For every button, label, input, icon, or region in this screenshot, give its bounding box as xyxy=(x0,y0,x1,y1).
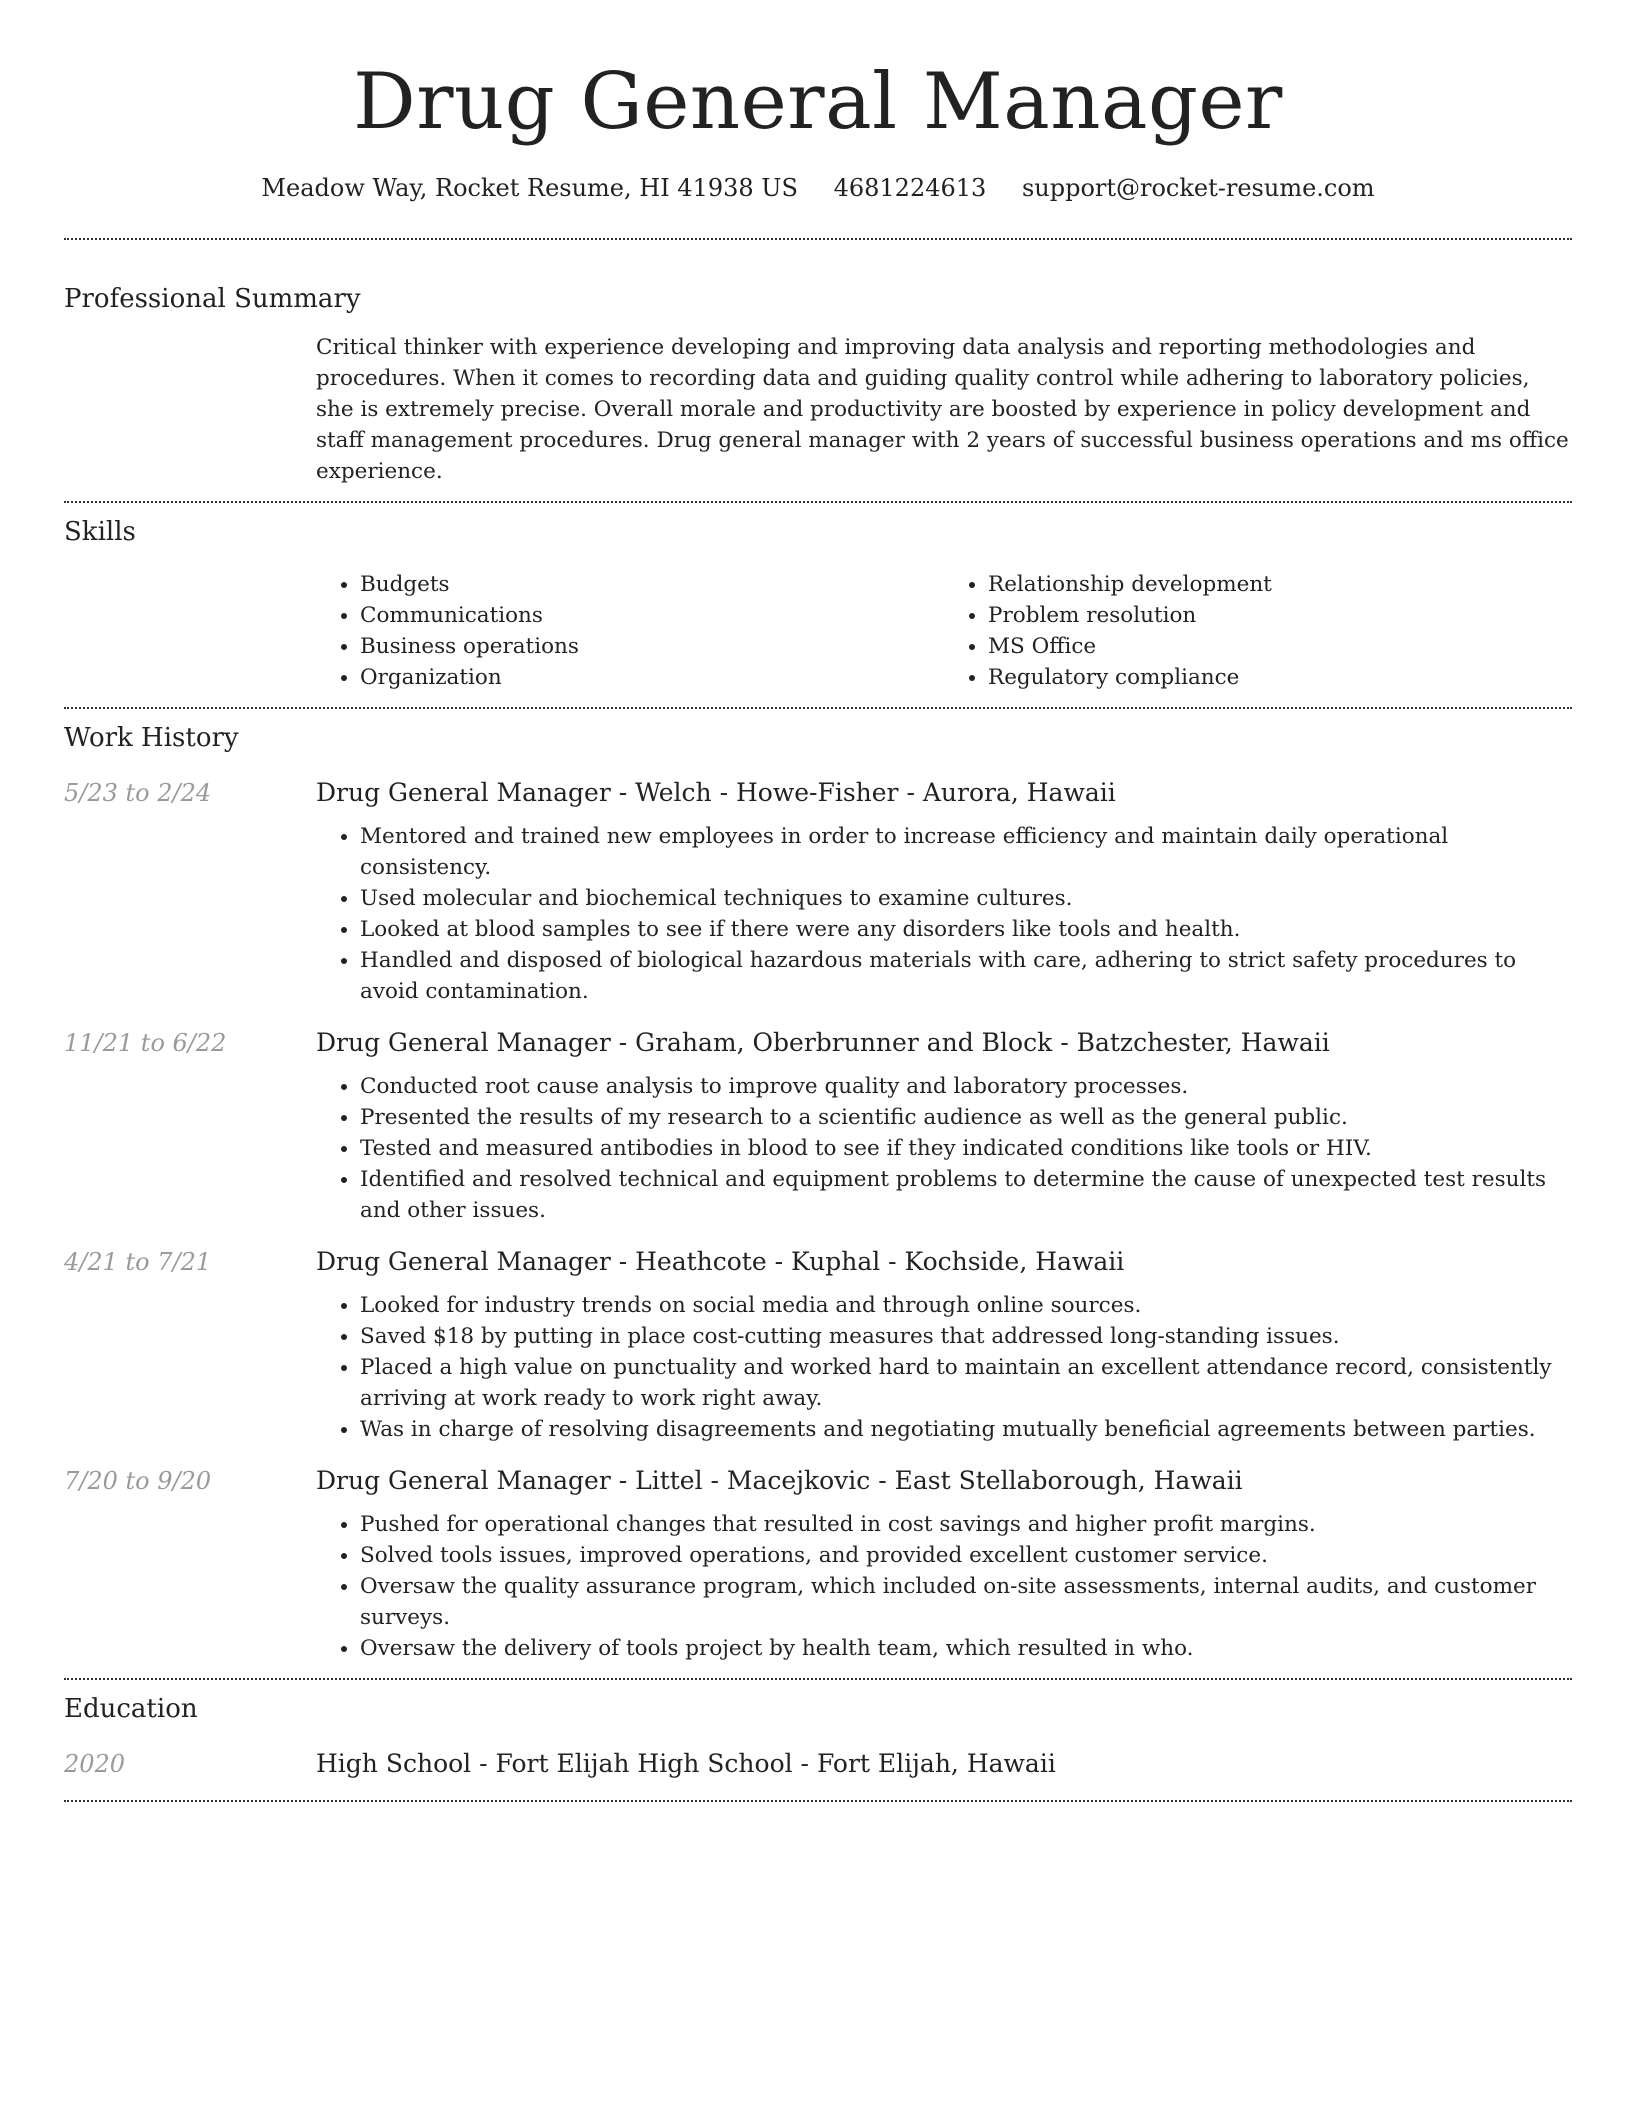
divider xyxy=(64,1678,1572,1680)
job-bullets xyxy=(316,821,1572,1007)
contact-email: support@rocket-resume.com xyxy=(1021,174,1375,202)
skill-item: • Relationship development xyxy=(988,569,1572,600)
job-bullet: • Conducted root cause analysis to improve quality and laboratory processes. xyxy=(360,1071,1572,1102)
skills-list-left xyxy=(316,569,944,693)
job-bullets xyxy=(316,1509,1572,1664)
job-bullet: • Presented the results of my research to a scientific audience as well as the general public. xyxy=(360,1102,1572,1133)
contact-address: Meadow Way, Rocket Resume, HI 41938 US xyxy=(261,174,798,202)
divider xyxy=(64,501,1572,503)
job-title: Drug General Manager - Graham, Oberbrunner and Block - Batzchester, Hawaii xyxy=(316,1028,1330,1057)
job-entry xyxy=(64,777,1572,1007)
resume-page xyxy=(64,0,1572,1802)
skill-item: • Regulatory compliance xyxy=(988,662,1572,693)
education-section xyxy=(64,1692,1572,1780)
job-title: Drug General Manager - Welch - Howe-Fisher - Aurora, Hawaii xyxy=(316,778,1116,807)
skill-item: • Problem resolution xyxy=(988,600,1572,631)
contact-phone: 4681224613 xyxy=(833,174,987,202)
skill-item: • Organization xyxy=(360,662,944,693)
skills-heading: Skills xyxy=(64,517,136,547)
job-bullet: • Identified and resolved technical and equipment problems to determine the cause of unexpected test results and other issues. xyxy=(360,1164,1572,1226)
job-entry xyxy=(64,1465,1572,1664)
skills-section xyxy=(64,515,1572,693)
summary-section xyxy=(64,282,1572,487)
job-dates: 11/21 to 6/22 xyxy=(64,1029,227,1057)
divider xyxy=(64,707,1572,709)
job-dates: 7/20 to 9/20 xyxy=(64,1467,212,1495)
job-bullet: • Saved $18 by putting in place cost-cutting measures that addressed long-standing issues. xyxy=(360,1321,1572,1352)
job-bullet: • Was in charge of resolving disagreements and negotiating mutually beneficial agreements between parties. xyxy=(360,1414,1572,1445)
job-bullet: • Handled and disposed of biological hazardous materials with care, adhering to strict safety procedures to avoid contamination. xyxy=(360,945,1572,1007)
job-bullets xyxy=(316,1290,1572,1445)
education-entry xyxy=(64,1748,1572,1780)
contact-line xyxy=(64,172,1572,204)
job-bullet: • Tested and measured antibodies in blood to see if they indicated conditions like tools or HIV. xyxy=(360,1133,1572,1164)
skills-list-right xyxy=(944,569,1572,693)
job-dates: 4/21 to 7/21 xyxy=(64,1248,212,1276)
job-bullet: • Placed a high value on punctuality and worked hard to maintain an excellent attendance record, consistently arriving at work ready to work right away. xyxy=(360,1352,1572,1414)
job-entry xyxy=(64,1246,1572,1445)
resume-name: Drug General Manager xyxy=(353,57,1283,147)
job-bullet: • Solved tools issues, improved operations, and provided excellent customer service. xyxy=(360,1540,1572,1571)
work-history-heading: Work History xyxy=(64,723,239,753)
job-bullet: • Pushed for operational changes that resulted in cost savings and higher profit margins. xyxy=(360,1509,1572,1540)
job-bullet: • Used molecular and biochemical techniques to examine cultures. xyxy=(360,883,1572,914)
job-title: Drug General Manager - Littel - Macejkovic - East Stellaborough, Hawaii xyxy=(316,1466,1243,1495)
skill-item: • Communications xyxy=(360,600,944,631)
job-bullet: • Oversaw the quality assurance program, which included on-site assessments, internal audits, and customer surveys. xyxy=(360,1571,1572,1633)
job-bullet: • Looked for industry trends on social media and through online sources. xyxy=(360,1290,1572,1321)
job-title: Drug General Manager - Heathcote - Kuphal - Kochside, Hawaii xyxy=(316,1247,1125,1276)
education-title: High School - Fort Elijah High School - Fort Elijah, Hawaii xyxy=(316,1749,1056,1778)
job-entry xyxy=(64,1027,1572,1226)
job-bullet: • Looked at blood samples to see if there were any disorders like tools and health. xyxy=(360,914,1572,945)
skill-item: • MS Office xyxy=(988,631,1572,662)
education-heading: Education xyxy=(64,1694,198,1724)
work-history-section xyxy=(64,721,1572,1664)
skill-item: • Business operations xyxy=(360,631,944,662)
divider xyxy=(64,1800,1572,1802)
job-dates: 5/23 to 2/24 xyxy=(64,779,212,807)
divider xyxy=(64,238,1572,240)
skill-item: • Budgets xyxy=(360,569,944,600)
summary-heading: Professional Summary xyxy=(64,284,361,314)
summary-text: Critical thinker with experience developing and improving data analysis and reporting methodologies and procedures. When it comes to recording data and guiding quality control while adhering to laboratory policies, she is extremely precise. Overall morale and productivity are boosted by experience in policy development and staff management procedures. Drug general manager with 2 years of successful business operations and ms office experience. xyxy=(316,335,1569,484)
job-bullets xyxy=(316,1071,1572,1226)
education-year: 2020 xyxy=(64,1750,126,1778)
job-bullet: • Oversaw the delivery of tools project by health team, which resulted in who. xyxy=(360,1633,1572,1664)
job-bullet: • Mentored and trained new employees in order to increase efficiency and maintain daily operational consistency. xyxy=(360,821,1572,883)
